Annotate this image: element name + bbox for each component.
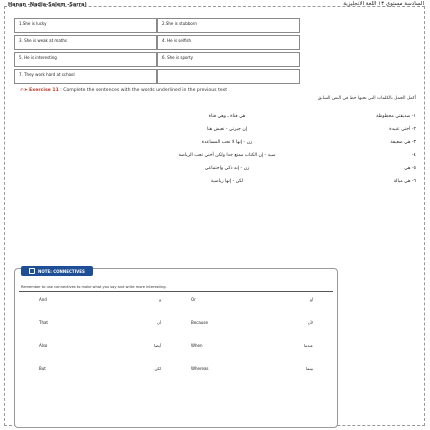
- connective-pair: [25, 343, 177, 348]
- pencil-arrow-icon: ✍➤: [20, 88, 28, 93]
- cell-left: 5. He is interesting: [14, 52, 157, 67]
- connective-pair: [177, 366, 329, 371]
- table-row: [25, 295, 329, 318]
- connective-ar: لأن: [307, 320, 313, 325]
- exercise-instruction-ar: أكمل الجمل بالكلمات التي تحتها خط في النص السابق: [317, 96, 416, 101]
- connective-ar: و: [159, 297, 161, 302]
- cell-right: 6. She is sporty: [157, 52, 300, 67]
- connective-ar: أن: [156, 320, 161, 325]
- connective-pair: [177, 297, 329, 302]
- sentence-list: [14, 110, 416, 188]
- cell-left: 7. They work hard at school: [14, 69, 157, 84]
- cell-left: 3. She is weak at maths: [14, 35, 157, 50]
- sentence-start: ١- صديقتي محظوظة: [376, 114, 416, 119]
- connective-en: When: [191, 343, 203, 348]
- sentence-row: [14, 136, 416, 149]
- sentence-start: ٦- هي ميالة: [393, 179, 416, 184]
- connective-en: But: [39, 366, 46, 371]
- sentence-body: سيد - إن الكتاب ممتع جدا ولكن أختي تحب الرياضة: [178, 153, 276, 158]
- note-badge-label: NOTE: CONNECTIVES: [38, 268, 85, 274]
- connectives-note: [14, 268, 338, 428]
- connective-en: Also: [39, 343, 48, 348]
- table-row: [14, 35, 330, 50]
- sentence-body: هي فتاة ـ وهي فتاة: [208, 114, 246, 119]
- cell-right: [157, 69, 300, 84]
- table-row: [14, 18, 330, 33]
- sentence-start: ٥- هي: [404, 166, 416, 171]
- connective-en: Because: [191, 320, 208, 325]
- connective-ar: بينما: [305, 366, 313, 371]
- note-icon: [29, 268, 35, 274]
- note-badge: [21, 266, 93, 276]
- sentence-row: [14, 175, 416, 188]
- student-names: Hanan -Nadia-Salem -Sarra): [8, 2, 87, 8]
- sentence-row: [14, 110, 416, 123]
- sentence-start: ٤-: [411, 153, 416, 158]
- divider: [19, 291, 333, 292]
- arabic-header: السادسة مستوى ١٣ اللغة الانجليزية: [343, 1, 424, 7]
- connective-en: Or: [191, 297, 196, 302]
- connective-pair: [177, 343, 329, 348]
- sentence-body: زن - إنه ذكي واجتماعي: [204, 166, 250, 171]
- connective-en: And: [39, 297, 47, 302]
- note-remember-text: Remember to use connectives to make what you say and write more interesting.: [21, 285, 167, 289]
- sentence-start: ٣- هي ضعيفة: [390, 140, 416, 145]
- sentence-row: [14, 149, 416, 162]
- table-row: [14, 52, 330, 67]
- exercise-text: : Complete the sentences with the words underlined in the previous text: [60, 88, 228, 93]
- sentence-body: زن - إنها لا تحب المساعدة: [201, 140, 253, 145]
- connective-pair: [25, 320, 177, 325]
- connective-ar: عندما: [303, 343, 313, 348]
- table-row: [25, 341, 329, 364]
- cell-right: 4. He is selfish: [157, 35, 300, 50]
- exercise-instruction: [20, 88, 227, 93]
- connective-ar: أو: [309, 297, 313, 302]
- sentence-row: [14, 162, 416, 175]
- connective-en: That: [39, 320, 48, 325]
- table-row: [25, 364, 329, 387]
- exercise-label: Exercise 11: [29, 88, 59, 93]
- adjectives-table: [14, 18, 330, 86]
- connective-pair: [25, 297, 177, 302]
- connective-ar: أيضا: [154, 343, 161, 348]
- sentence-row: [14, 123, 416, 136]
- cell-left: 1.She is lucky: [14, 18, 157, 33]
- cell-right: 2.She is stubborn: [157, 18, 300, 33]
- sentence-start: ٢- أختي عنيدة: [389, 127, 416, 132]
- table-row: [25, 318, 329, 341]
- connective-pair: [177, 320, 329, 325]
- connective-pair: [25, 366, 177, 371]
- sentence-body: إن جيرتي - تعيش هنا: [207, 127, 247, 132]
- connective-ar: لكن: [154, 366, 161, 371]
- sentence-body: لكن - إنها رياضية: [210, 179, 244, 184]
- connectives-table: [25, 295, 329, 387]
- connective-en: Whereas: [191, 366, 209, 371]
- table-row: [14, 69, 330, 84]
